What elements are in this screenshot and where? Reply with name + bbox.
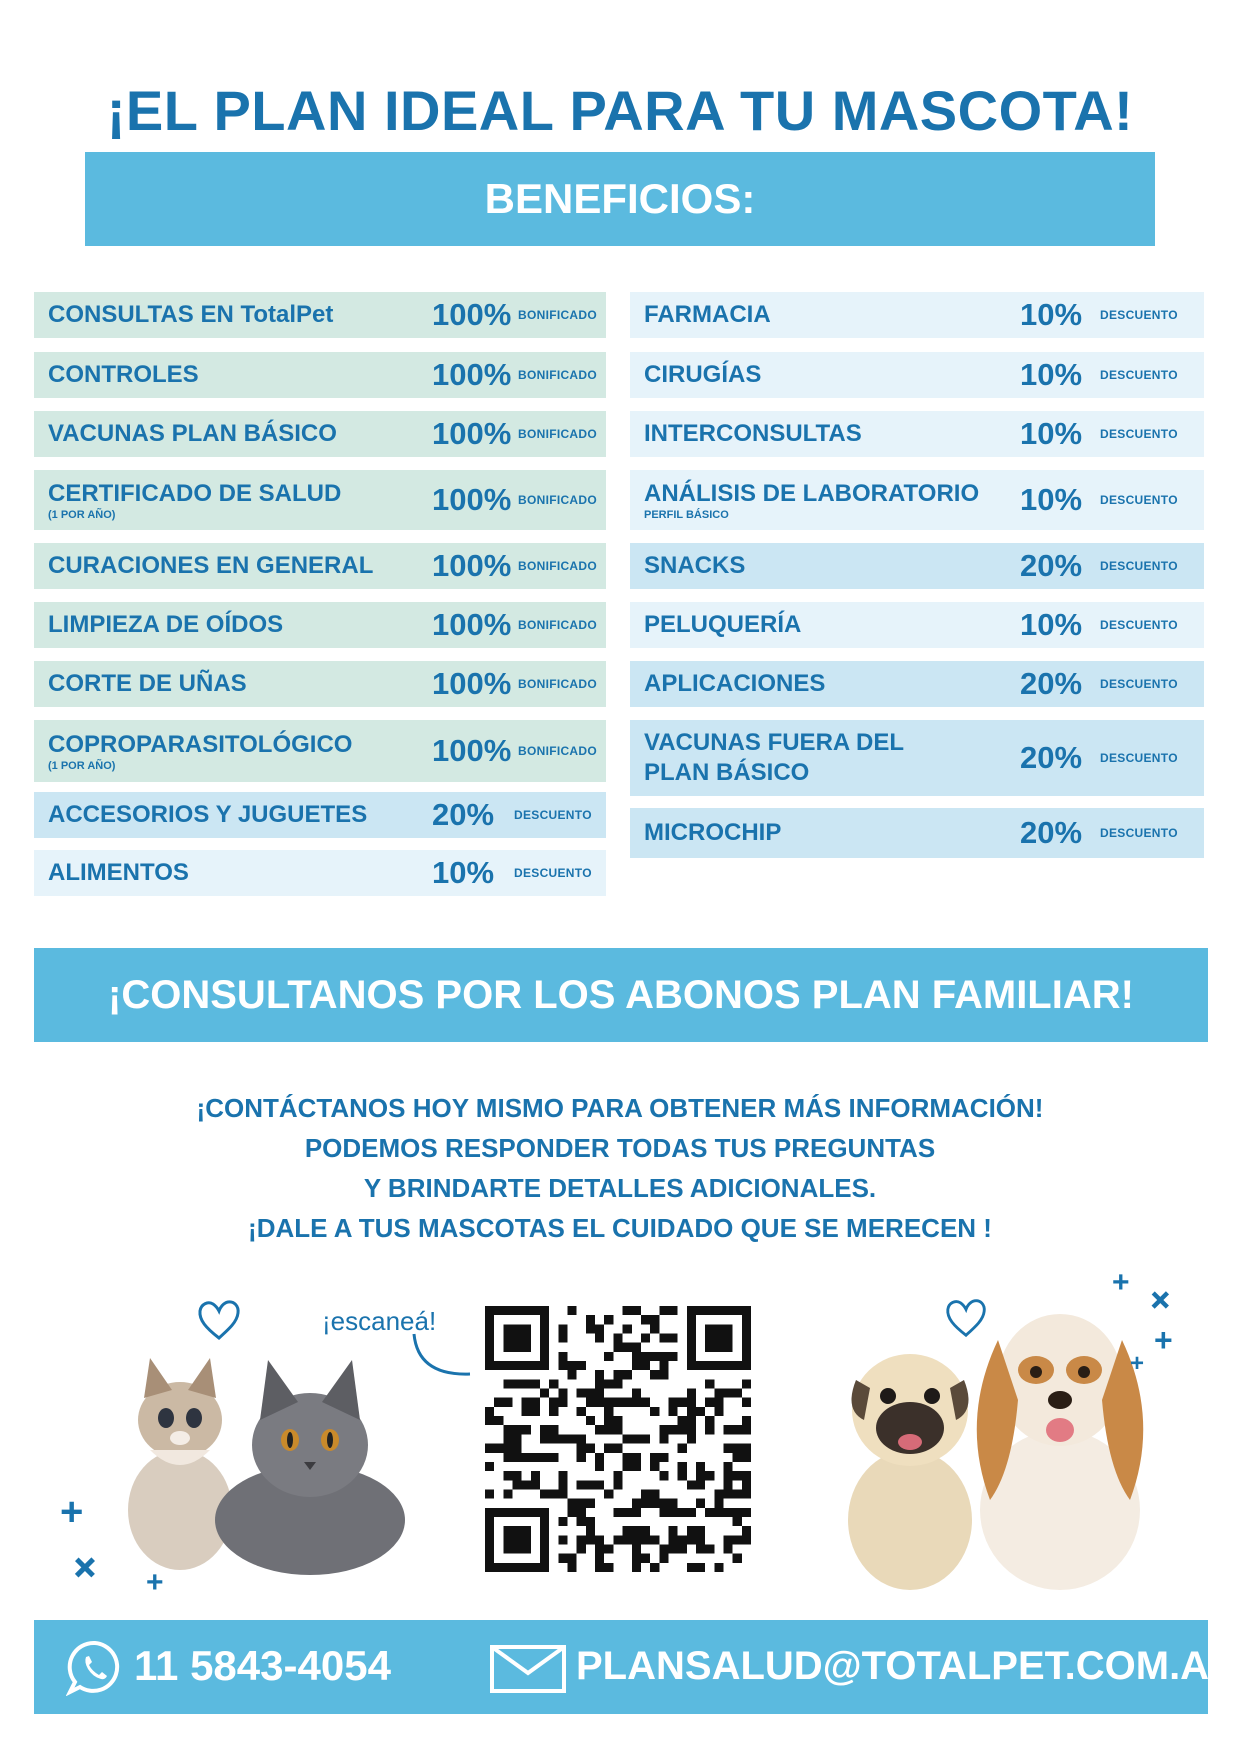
benefit-row bbox=[34, 602, 606, 648]
benefit-label-text: CORTE DE UÑAS bbox=[48, 670, 247, 697]
benefit-row bbox=[630, 470, 1204, 530]
benefit-percentage: 20% bbox=[432, 797, 495, 832]
plus-icon: + bbox=[146, 1566, 164, 1599]
benefit-row bbox=[34, 720, 606, 782]
benefit-percentage: 100% bbox=[432, 297, 512, 332]
benefit-label bbox=[644, 669, 825, 699]
benefit-percentage: 100% bbox=[432, 666, 512, 701]
benefit-label-text: INTERCONSULTAS bbox=[644, 420, 862, 447]
benefit-type: BONIFICADO bbox=[518, 744, 597, 758]
benefit-row bbox=[34, 292, 606, 338]
benefit-percentage: 10% bbox=[432, 855, 495, 890]
benefit-label-text: COPROPARASITOLÓGICO bbox=[48, 731, 353, 758]
benefit-label bbox=[644, 360, 761, 390]
benefit-label-text: ANÁLISIS DE LABORATORIO bbox=[644, 480, 980, 507]
plus-icon: + bbox=[1130, 1350, 1145, 1377]
benefit-type: DESCUENTO bbox=[1100, 618, 1178, 632]
benefits-heading: BENEFICIOS: bbox=[85, 152, 1155, 246]
benefit-label bbox=[48, 858, 189, 888]
benefit-row bbox=[34, 792, 606, 838]
plus-icon: + bbox=[1154, 1322, 1173, 1358]
benefit-sublabel: (1 POR AÑO) bbox=[48, 509, 116, 521]
benefit-percentage: 100% bbox=[432, 733, 512, 768]
contact-message bbox=[0, 1088, 1240, 1248]
benefit-row bbox=[34, 850, 606, 896]
benefit-row bbox=[34, 543, 606, 589]
benefit-percentage: 20% bbox=[1020, 740, 1083, 775]
contact-line: ¡CONTÁCTANOS HOY MISMO PARA OBTENER MÁS INFORMACIÓN! bbox=[196, 1093, 1044, 1123]
benefit-label-text: MICROCHIP bbox=[644, 819, 782, 846]
benefit-label-text: PELUQUERÍA bbox=[644, 611, 802, 638]
benefit-label bbox=[48, 479, 341, 521]
benefit-row bbox=[34, 470, 606, 530]
contact-line: PODEMOS RESPONDER TODAS TUS PREGUNTAS bbox=[304, 1133, 936, 1163]
benefit-row bbox=[630, 720, 1204, 796]
benefit-type: DESCUENTO bbox=[1100, 308, 1178, 322]
benefit-label-text: CONSULTAS EN TotalPet bbox=[48, 301, 334, 328]
scan-label: ¡escaneá! bbox=[322, 1306, 437, 1336]
benefit-percentage: 10% bbox=[1020, 607, 1083, 642]
page-title: ¡EL PLAN IDEAL PARA TU MASCOTA! bbox=[106, 79, 1134, 142]
benefit-row bbox=[630, 808, 1204, 858]
benefit-percentage: 10% bbox=[1020, 416, 1083, 451]
benefit-percentage: 100% bbox=[432, 416, 512, 451]
benefit-row bbox=[34, 661, 606, 707]
benefit-label bbox=[48, 300, 333, 330]
plus-icon: + bbox=[60, 1490, 84, 1534]
benefit-type: BONIFICADO bbox=[518, 308, 597, 322]
benefit-label bbox=[644, 728, 904, 788]
benefit-row bbox=[34, 352, 606, 398]
benefit-label bbox=[644, 551, 745, 581]
benefit-type: DESCUENTO bbox=[514, 866, 592, 880]
benefit-row bbox=[630, 602, 1204, 648]
mail-icon bbox=[490, 1645, 566, 1693]
benefit-label-text: ACCESORIOS Y JUGUETES bbox=[48, 801, 368, 828]
email-address[interactable]: PLANSALUD@TOTALPET.COM.AR bbox=[576, 1644, 1238, 1688]
benefit-sublabel: PERFIL BÁSICO bbox=[644, 509, 729, 521]
benefit-label bbox=[48, 551, 373, 581]
benefit-label bbox=[644, 419, 862, 449]
benefit-percentage: 100% bbox=[432, 482, 512, 517]
contact-line: Y BRINDARTE DETALLES ADICIONALES. bbox=[363, 1173, 877, 1203]
benefit-percentage: 10% bbox=[1020, 482, 1083, 517]
benefit-row bbox=[630, 543, 1204, 589]
benefit-label bbox=[644, 818, 781, 848]
benefit-row bbox=[630, 661, 1204, 707]
benefit-label bbox=[48, 730, 352, 772]
benefit-percentage: 10% bbox=[1020, 357, 1083, 392]
heart-icon bbox=[196, 1298, 242, 1342]
contact-footer bbox=[34, 1620, 1238, 1714]
benefit-label-text: CURACIONES EN GENERAL bbox=[48, 552, 374, 579]
cats-image bbox=[110, 1340, 410, 1580]
benefit-type: DESCUENTO bbox=[1100, 826, 1178, 840]
benefit-label-text: LIMPIEZA DE OÍDOS bbox=[48, 611, 284, 638]
benefit-type: DESCUENTO bbox=[1100, 368, 1178, 382]
cross-icon: + bbox=[1136, 1276, 1184, 1324]
benefit-row bbox=[34, 411, 606, 457]
benefit-percentage: 20% bbox=[1020, 815, 1083, 850]
benefit-type: BONIFICADO bbox=[518, 618, 597, 632]
contact-line: ¡DALE A TUS MASCOTAS EL CUIDADO QUE SE MERECEN ! bbox=[248, 1213, 992, 1243]
benefit-label bbox=[644, 300, 771, 330]
benefit-label-text: CIRUGÍAS bbox=[644, 361, 762, 388]
benefit-type: BONIFICADO bbox=[518, 559, 597, 573]
benefit-label bbox=[48, 669, 247, 699]
benefit-label-text: VACUNAS PLAN BÁSICO bbox=[48, 420, 337, 447]
benefit-type: DESCUENTO bbox=[1100, 493, 1178, 507]
benefit-label bbox=[644, 610, 801, 640]
benefit-type: DESCUENTO bbox=[1100, 677, 1178, 691]
benefit-label-text: ALIMENTOS bbox=[48, 859, 189, 886]
benefit-row bbox=[630, 411, 1204, 457]
benefit-percentage: 20% bbox=[1020, 548, 1083, 583]
benefit-percentage: 100% bbox=[432, 607, 512, 642]
benefit-percentage: 100% bbox=[432, 548, 512, 583]
benefit-label-text: VACUNAS FUERA DEL bbox=[644, 729, 905, 756]
benefit-row bbox=[630, 292, 1204, 338]
plus-icon: + bbox=[1112, 1266, 1130, 1299]
benefit-label-text: CONTROLES bbox=[48, 361, 199, 388]
benefit-label bbox=[48, 360, 199, 390]
cross-icon: + bbox=[57, 1539, 114, 1595]
heart-icon bbox=[944, 1296, 988, 1340]
benefit-type: DESCUENTO bbox=[1100, 427, 1178, 441]
benefit-label-text: CERTIFICADO DE SALUD bbox=[48, 480, 342, 507]
benefit-label-text: FARMACIA bbox=[644, 301, 771, 328]
benefit-label-text: PLAN BÁSICO bbox=[644, 759, 810, 786]
qr-code[interactable] bbox=[485, 1306, 751, 1572]
benefit-label-text: APLICACIONES bbox=[644, 670, 826, 697]
benefit-row bbox=[630, 352, 1204, 398]
benefit-type: DESCUENTO bbox=[1100, 559, 1178, 573]
benefit-type: DESCUENTO bbox=[1100, 751, 1178, 765]
benefit-percentage: 100% bbox=[432, 357, 512, 392]
benefit-label bbox=[48, 610, 283, 640]
benefit-percentage: 10% bbox=[1020, 297, 1083, 332]
benefit-sublabel: (1 POR AÑO) bbox=[48, 760, 116, 772]
benefit-type: BONIFICADO bbox=[518, 493, 597, 507]
benefit-type: BONIFICADO bbox=[518, 368, 597, 382]
benefit-label bbox=[644, 479, 979, 521]
benefit-percentage: 20% bbox=[1020, 666, 1083, 701]
benefit-type: BONIFICADO bbox=[518, 427, 597, 441]
phone-number[interactable]: 11 5843-4054 bbox=[134, 1642, 391, 1689]
benefit-label bbox=[48, 800, 367, 830]
arrow-icon bbox=[408, 1330, 474, 1386]
benefit-label bbox=[48, 419, 337, 449]
benefit-type: DESCUENTO bbox=[514, 808, 592, 822]
benefit-type: BONIFICADO bbox=[518, 677, 597, 691]
familiar-plan-banner: ¡CONSULTANOS POR LOS ABONOS PLAN FAMILIAR! bbox=[34, 948, 1208, 1042]
dogs-image bbox=[830, 1270, 1160, 1590]
benefit-label-text: SNACKS bbox=[644, 552, 746, 579]
whatsapp-icon bbox=[66, 1638, 124, 1696]
